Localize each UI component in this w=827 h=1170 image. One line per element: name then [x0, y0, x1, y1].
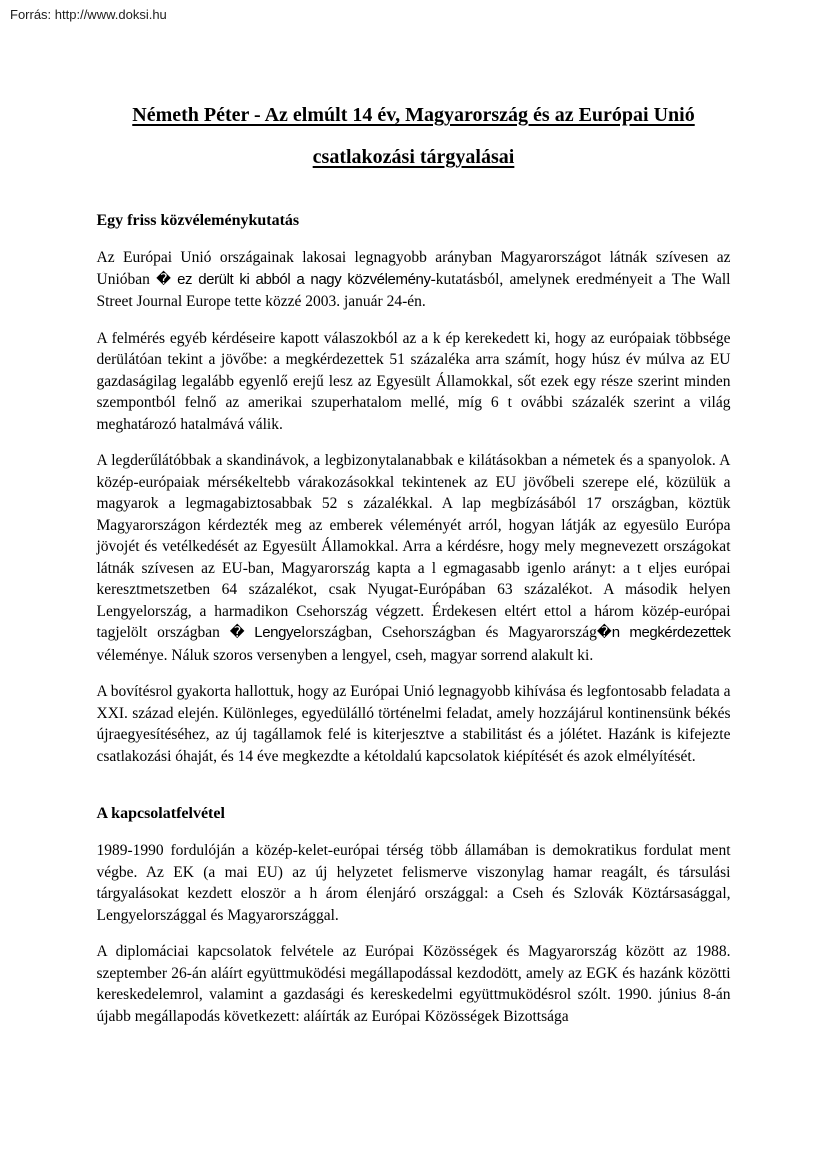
text-run: 1989-1990 fordulóján a közép-kelet-európai térség több államában is demokratikus fordulat ment végbe. Az EK (a mai EU) az új helyzetet felismerve viszonylag hamar reagált, és társulási tárgyalásokat kezdett eloször a h árom élenjáró országgal: a Cseh és Szlovák Köztársasággal, Lengyelországgal és Magyarországgal.	[96, 842, 731, 924]
page-title	[97, 94, 731, 178]
paragraph	[97, 450, 731, 666]
paragraph	[97, 247, 731, 313]
text-run: A bovítésrol gyakorta hallottuk, hogy az Európai Unió legnagyobb kihívása és legfontosabb feladata a XXI. század elején. Különleges, egyedülálló történelmi feladat, amely hozzájárul kontinensünk békés újraegyesítéséhez, az új tagállamok felé is kiterjesztve a stabilitást és a jólétet. Hazánk is kifejezte csatlakozási óhaját, és 14 éve megkezdte a kétoldalú kapcsolatok kiépítését és azok elmélyítését.	[96, 683, 731, 765]
page-title-line-2: csatlakozási tárgyalásai	[312, 146, 515, 168]
paragraph	[97, 941, 731, 1027]
section-heading: A kapcsolatfelvétel	[96, 805, 225, 822]
document-body	[97, 210, 731, 1027]
replacement-char: �	[596, 625, 612, 641]
document-section	[97, 210, 731, 767]
paragraph	[97, 681, 731, 767]
text-run: A felmérés egyéb kérdéseire kapott válaszokból az a k ép kerekedett ki, hogy az európaiak többsége derülátóan tekint a jövőbe: a megkérdezettek 51 százaléka arra számít, hogy húsz év múlva az EU gazdaságilag legalább egyenlő erejű lesz az Egyesült Államokkal, sőt ezek egy része szerint minden szempontból felnő az amerikai szuperhatalom mellé, míg 6 t ovábbi százalék szerint a világ meghatározó hatalmává válik.	[96, 329, 731, 433]
document-section	[97, 803, 731, 1027]
text-run: Az Európai Unió országainak lakosai legnagyobb arányban Magyarországot látnák szívesen az Unióban	[96, 249, 731, 288]
page-title-line-1: Németh Péter - Az elmúlt 14 év, Magyarország és az Európai Unió	[132, 104, 695, 126]
replacement-char: �	[229, 625, 245, 641]
source-note: Forrás: http://www.doksi.hu	[10, 7, 167, 22]
text-run: n megkérdezettek	[611, 624, 731, 641]
text-run: -kutatásból, amelynek eredményeit a The Wall Street Journal Europe tette közzé 2003. január 24-én.	[96, 270, 731, 310]
text-run: A diplomáciai kapcsolatok felvétele az Európai Közösségek és Magyarország között az 1988. szeptember 26-án aláírt együttmuködési megállapodással kezdodött, amely az EGK és hazánk közötti kereskedelemrol, valamint a gazdasági és kereskedelmi együttmuködésrol szólt. 1990. június 8-án újabb megállapodás következett: aláírták az Európai Közösségek Bizottsága	[96, 943, 731, 1025]
text-run: A legderűlátóbbak a skandinávok, a legbizonytalanabbak e kilátásokban a németek és a spanyolok. A közép-európaiak mérsékeltebb várakozásokkal tekintenek az EU jövőbeli szerepe elé, közülük a magyarok a legmagabiztosabbak 52 s zázalékkal. A lap megbízásából 17 országban, köztük Magyarországon kérdezték meg az emberek véleményét arról, hogyan látják az egyesülo Európa jövojét és vetélkedését az Egyesült Államokkal. Arra a kérdésre, hogy mely megnevezett országokat látnák szívesen az EU-ban, Magyarország kapta a l egmagasabb igenlo arányt: a t eljes európai keresztmetszetben 64 százalékot, csak Nyugat-Európában 63 százalékot. A második helyen Lengyelország, a harmadikon Csehország végzett. Érdekesen eltért ettol a három közép-európai tagjelölt országban	[96, 452, 731, 641]
text-run: Lengye	[244, 624, 302, 641]
text-run: ez derült ki abból a nagy közvélemény	[170, 270, 431, 288]
replacement-char: �	[156, 271, 171, 288]
paragraph	[97, 840, 731, 926]
section-heading: Egy friss közvéleménykutatás	[96, 212, 300, 229]
text-run: véleménye. Náluk szoros versenyben a lengyel, cseh, magyar sorrend alakult ki.	[96, 646, 594, 664]
document-content	[97, 0, 731, 1027]
text-run: lországban, Csehországban és Magyarország	[301, 624, 597, 641]
paragraph	[97, 328, 731, 436]
